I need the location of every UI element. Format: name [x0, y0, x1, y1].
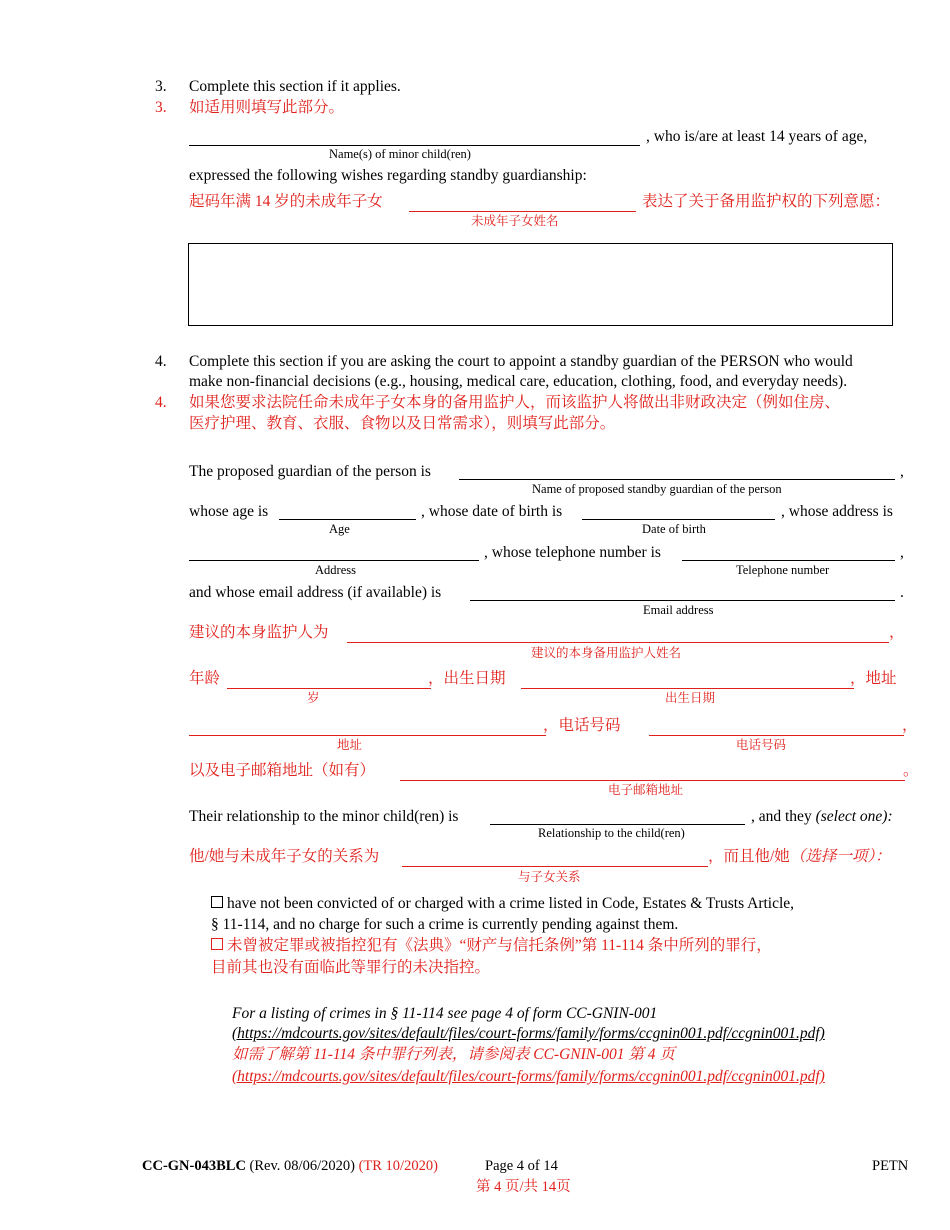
not-convicted-option-zh-line2: 目前其也没有面临此等罪行的未决指控。	[211, 959, 491, 976]
age-caption-zh: 岁	[307, 691, 320, 705]
age-field[interactable]	[279, 519, 416, 520]
period: .	[900, 584, 904, 601]
minor-names-field-zh[interactable]	[409, 211, 636, 212]
section-4-number-zh: 4.	[155, 394, 167, 411]
age-clause-en: , who is/are at least 14 years of age,	[646, 128, 868, 145]
phone-label-zh: ，电话号码	[543, 717, 621, 734]
crime-list-note-en: For a listing of crimes in § 11-114 see page 4 of form CC-GNIN-001	[232, 1005, 658, 1022]
dob-caption-zh: 出生日期	[665, 691, 716, 705]
wishes-text-box[interactable]	[188, 243, 893, 326]
comma: ,	[900, 544, 904, 561]
section-3-number: 3.	[155, 78, 167, 95]
email-label-zh: 以及电子邮箱地址（如有）	[189, 762, 376, 779]
guardian-name-field-zh[interactable]	[347, 642, 889, 643]
dob-caption: Date of birth	[642, 522, 706, 536]
phone-label-en: , whose telephone number is	[484, 544, 661, 561]
relationship-label-en: Their relationship to the minor child(ren) is	[189, 808, 459, 825]
wishes-statement-zh: 表达了关于备用监护权的下列意愿：	[642, 193, 891, 210]
section-4-intro-en-line2: make non-financial decisions (e.g., housing, medical care, education, clothing, food, and everyday needs).	[189, 373, 848, 390]
comma-zh: ，	[889, 624, 905, 641]
section-4-intro-en-line1: Complete this section if you are asking the court to appoint a standby guardian of the PERSON who would	[189, 353, 853, 370]
crime-list-link-zh[interactable]: (https://mdcourts.gov/sites/default/files/court-forms/family/forms/ccgnin001.pdf/ccgnin001.pdf)	[232, 1068, 825, 1085]
address-caption: Address	[315, 563, 356, 577]
relationship-suffix-en: , and they (select one):	[751, 808, 893, 825]
checkbox-icon[interactable]	[211, 896, 223, 908]
age-clause-zh: 起码年满 14 岁的未成年子女	[189, 193, 383, 210]
email-label-en: and whose email address (if available) is	[189, 584, 442, 601]
not-convicted-option-en[interactable]: have not been convicted of or charged with a crime listed in Code, Estates & Trusts Article,	[211, 895, 794, 913]
age-label-en: whose age is	[189, 503, 269, 520]
minor-names-caption: Name(s) of minor child(ren)	[329, 147, 471, 161]
relationship-suffix-zh: ，而且他/她（选择一项）：	[708, 848, 891, 865]
guardian-name-field[interactable]	[459, 479, 895, 480]
period-zh: 。	[903, 762, 919, 779]
form-code-footer: CC-GN-043BLC (Rev. 08/06/2020) (TR 10/2020)	[142, 1158, 438, 1174]
section-4-intro-zh-line2: 医疗护理、教育、衣服、食物以及日常需求），则填写此部分。	[189, 415, 616, 432]
proposed-guardian-label-zh: 建议的本身监护人为	[189, 624, 329, 641]
email-caption: Email address	[643, 603, 714, 617]
minor-names-field[interactable]	[189, 145, 640, 146]
comma-zh: ，	[902, 717, 918, 734]
checkbox-icon[interactable]	[211, 938, 223, 950]
relationship-label-zh: 他/她与未成年子女的关系为	[189, 848, 380, 865]
age-label-zh: 年龄	[189, 670, 221, 687]
age-field-zh[interactable]	[227, 688, 431, 689]
section-3-title-en: Complete this section if it applies.	[189, 78, 401, 95]
phone-field-zh[interactable]	[649, 735, 904, 736]
phone-field[interactable]	[682, 560, 895, 561]
address-field[interactable]	[189, 560, 479, 561]
page-number-zh: 第 4 页/共 14页	[476, 1179, 571, 1195]
dob-field-zh[interactable]	[521, 688, 854, 689]
page-number-en: Page 4 of 14	[485, 1158, 558, 1174]
address-caption-zh: 地址	[337, 738, 363, 752]
crime-list-link-en[interactable]: (https://mdcourts.gov/sites/default/files/court-forms/family/forms/ccgnin001.pdf/ccgnin001.pdf)	[232, 1025, 825, 1042]
section-4-number: 4.	[155, 353, 167, 370]
email-field-zh[interactable]	[400, 780, 905, 781]
relationship-field[interactable]	[490, 824, 745, 825]
relationship-field-zh[interactable]	[402, 866, 708, 867]
guardian-name-caption-zh: 建议的本身备用监护人姓名	[531, 646, 682, 660]
address-label-en: , whose address is	[781, 503, 893, 520]
comma: ,	[900, 463, 904, 480]
wishes-statement-en: expressed the following wishes regarding standby guardianship:	[189, 167, 587, 184]
section-3-title-zh: 如适用则填写此部分。	[189, 99, 345, 116]
section-3-number-zh: 3.	[155, 99, 167, 116]
section-4-intro-zh-line1: 如果您要求法院任命未成年子女本身的备用监护人，而该监护人将做出非财政决定（例如住房、	[189, 394, 841, 411]
address-field-zh[interactable]	[189, 735, 546, 736]
dob-label-zh: ，出生日期	[428, 670, 506, 687]
guardian-name-caption: Name of proposed standby guardian of the person	[532, 482, 782, 496]
minor-names-caption-zh: 未成年子女姓名	[471, 214, 559, 228]
relationship-caption-zh: 与子女关系	[518, 870, 581, 884]
crime-list-note-zh: 如需了解第 11-114 条中罪行列表，请参阅表 CC-GNIN-001 第 4 页	[232, 1046, 675, 1063]
phone-caption-zh: 电话号码	[736, 738, 787, 752]
relationship-caption: Relationship to the child(ren)	[538, 826, 685, 840]
not-convicted-option-zh[interactable]: 未曾被定罪或被指控犯有《法典》“财产与信托条例”第 11-114 条中所列的罪行，	[211, 937, 772, 955]
phone-caption: Telephone number	[736, 563, 830, 577]
email-caption-zh: 电子邮箱地址	[608, 783, 684, 797]
dob-label-en: , whose date of birth is	[421, 503, 563, 520]
form-type-code: PETN	[872, 1158, 909, 1174]
address-label-zh: ，地址	[850, 670, 897, 687]
dob-field[interactable]	[582, 519, 775, 520]
email-field[interactable]	[470, 600, 895, 601]
age-caption: Age	[329, 522, 350, 536]
proposed-guardian-label-en: The proposed guardian of the person is	[189, 463, 431, 480]
not-convicted-option-en-line2: § 11-114, and no charge for such a crime is currently pending against them.	[211, 916, 679, 933]
